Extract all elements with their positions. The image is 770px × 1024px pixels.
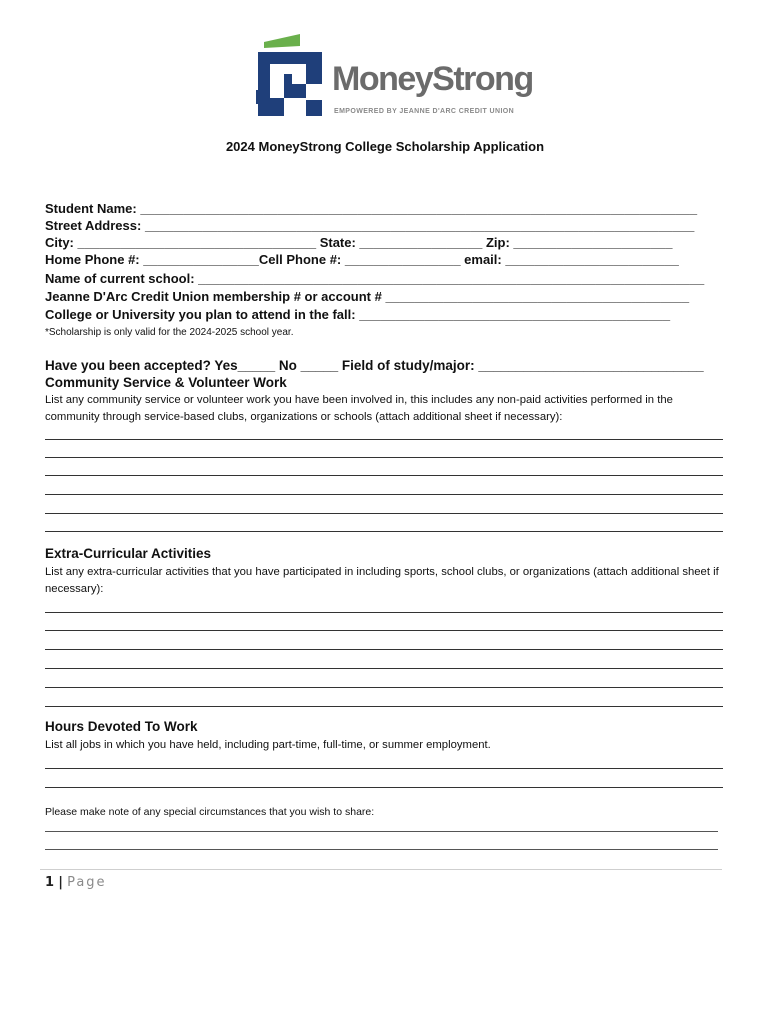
extracurricular-answer-line[interactable] xyxy=(45,630,723,631)
community-answer-line[interactable] xyxy=(45,457,723,458)
special-circumstances-line[interactable] xyxy=(45,849,718,850)
phone-email-field[interactable]: Home Phone #: ________________Cell Phone #: ________________ email: ________________________ xyxy=(45,252,679,267)
college-fall-field[interactable]: College or University you plan to attend in the fall: ___________________________________________ xyxy=(45,307,671,322)
page-footer xyxy=(45,875,107,890)
extracurricular-answer-line[interactable] xyxy=(45,668,723,669)
logo-brand-text: MoneyStrong xyxy=(332,60,533,98)
accepted-field[interactable]: Have you been accepted? Yes_____ No _____ Field of study/major: ______________________________ xyxy=(45,358,704,373)
membership-field[interactable]: Jeanne D'Arc Credit Union membership # or account # __________________________________________ xyxy=(45,289,690,304)
special-circumstances-line[interactable] xyxy=(45,831,718,832)
page-title: 2024 MoneyStrong College Scholarship Application xyxy=(225,139,545,154)
street-address-field[interactable]: Street Address: ____________________________________________________________________________ xyxy=(45,218,695,233)
community-heading: Community Service & Volunteer Work xyxy=(45,375,287,390)
community-answer-line[interactable] xyxy=(45,475,723,476)
current-school-field[interactable]: Name of current school: ______________________________________________________________________ xyxy=(45,271,705,286)
moneystrong-logo xyxy=(256,30,533,128)
student-name-field[interactable]: Student Name: _____________________________________________________________________________ xyxy=(45,201,698,216)
extracurricular-answer-line[interactable] xyxy=(45,706,723,707)
logo-tagline: EMPOWERED BY JEANNE D'ARC CREDIT UNION xyxy=(334,108,515,115)
hours-answer-line[interactable] xyxy=(45,787,723,788)
city-state-zip-field[interactable]: City: _________________________________ State: _________________ Zip: ______________________ xyxy=(45,235,673,250)
community-answer-line[interactable] xyxy=(45,513,723,514)
hours-answer-line[interactable] xyxy=(45,768,723,769)
page-separator: | xyxy=(58,875,63,890)
page-number: 1 xyxy=(45,875,55,890)
page-word: Page xyxy=(67,875,107,890)
extracurricular-answer-line[interactable] xyxy=(45,612,723,613)
footer-divider xyxy=(40,869,722,870)
community-answer-line[interactable] xyxy=(45,439,723,440)
validity-note: *Scholarship is only valid for the 2024-2025 school year. xyxy=(45,327,294,338)
extracurricular-heading: Extra-Curricular Activities xyxy=(45,546,212,561)
extracurricular-instructions: List any extra-curricular activities that you have participated in including sports, school clubs, or organizations (attach additional sheet if necessary): xyxy=(45,566,719,595)
hours-heading: Hours Devoted To Work xyxy=(45,719,198,734)
special-circumstances-label: Please make note of any special circumstances that you wish to share: xyxy=(45,806,375,818)
community-answer-line[interactable] xyxy=(45,531,723,532)
community-instructions: List any community service or volunteer work you have been involved in, this includes any non-paid activities performed in the community through service-based clubs, organizations or schools (attach additional sheet if necessary): xyxy=(45,394,673,423)
extracurricular-answer-line[interactable] xyxy=(45,649,723,650)
community-answer-line[interactable] xyxy=(45,494,723,495)
extracurricular-answer-line[interactable] xyxy=(45,687,723,688)
hours-instructions: List all jobs in which you have held, including part-time, full-time, or summer employment. xyxy=(45,739,491,751)
